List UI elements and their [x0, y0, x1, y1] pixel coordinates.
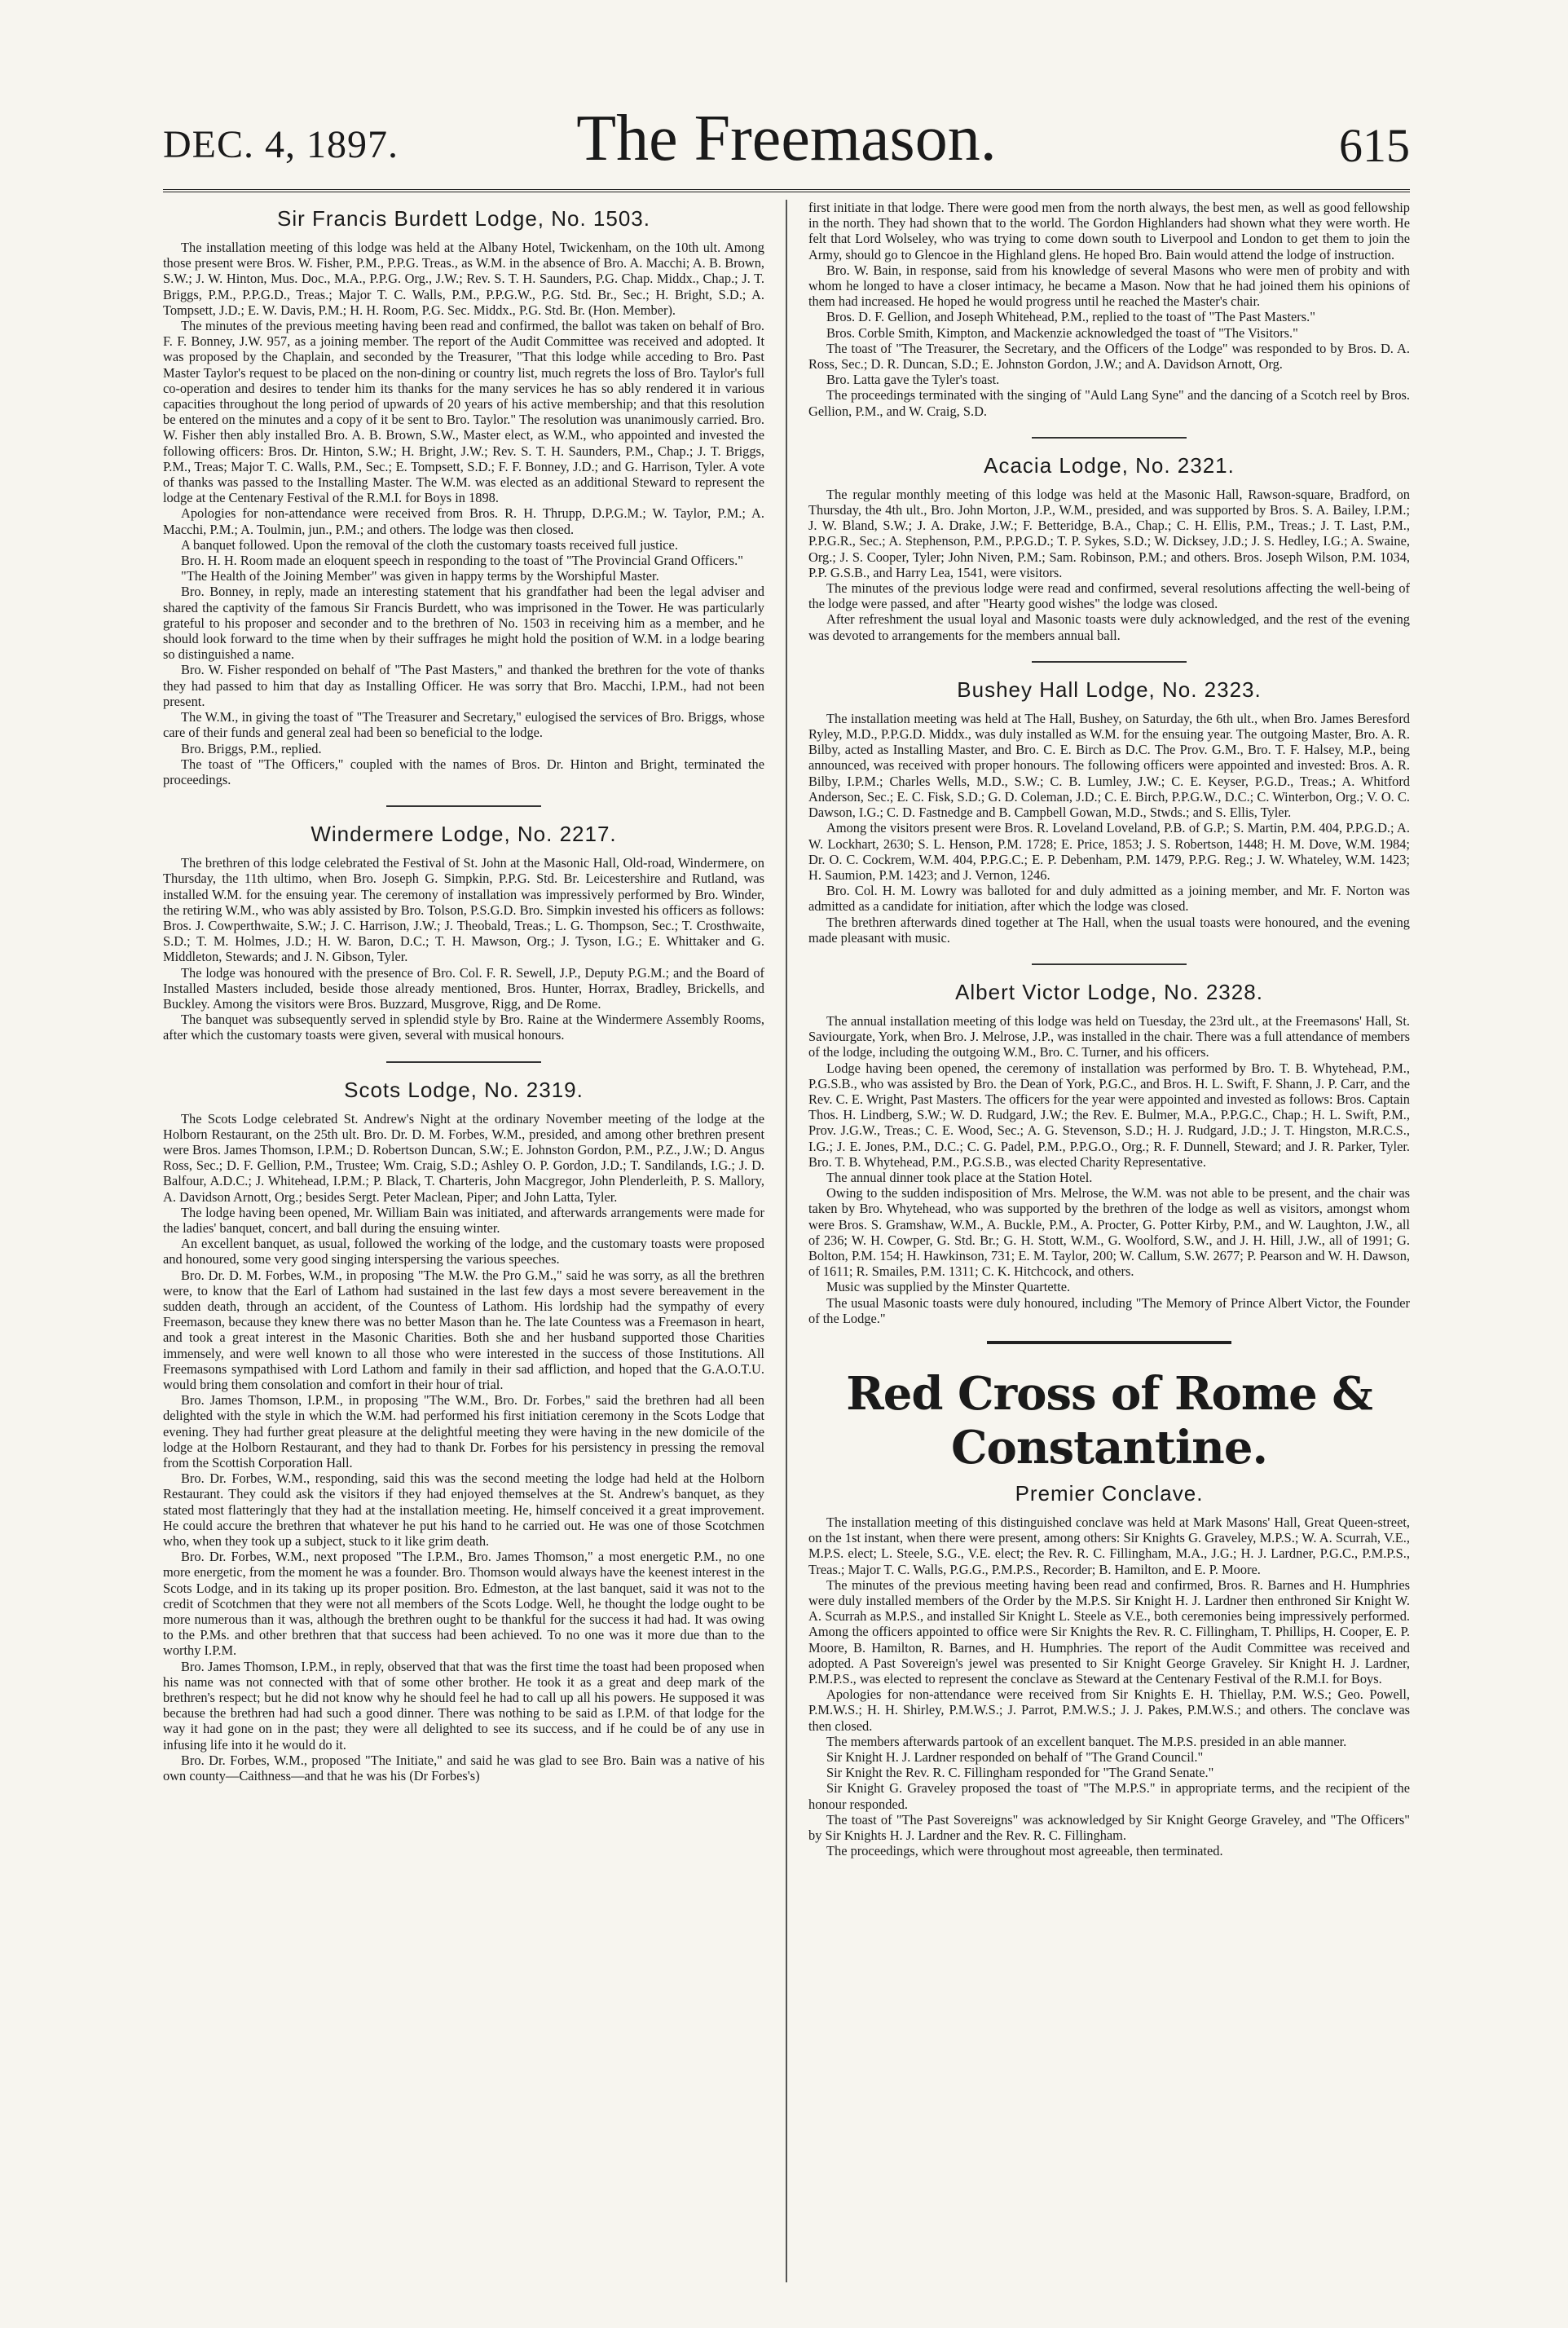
article-paragraph: The installation meeting of this distinguished conclave was held at Mark Masons' Hall, Great Queen-street, on the 1st instant, when there were present, among others: Sir Knights G. Graveley, M.P.S.; W. A. Scurrah, V.E., M.P.S. elect; L. Steele, S.G., V.E. elect; the Rev. R. C. Fillingham, M.A., J.G.; H. J. Lardner, P.G.C., P.M.P.S., Treas.; Major T. C. Walls, P.G.G., P.M.P.S., Recorder; B. Hamilton, and E. P. Moore.	[808, 1514, 1410, 1577]
article-paragraph: The members afterwards partook of an excellent banquet. The M.P.S. presided in an able manner.	[826, 1733, 1347, 1749]
article-paragraph: The annual dinner took place at the Station Hotel.	[826, 1169, 1093, 1185]
article-paragraph: The minutes of the previous lodge were read and confirmed, several resolutions affecting the well-being of the lodge were passed, and after "Hearty good wishes" the lodge was closed.	[808, 580, 1410, 612]
article-paragraph: The banquet was subsequently served in splendid style by Bro. Raine at the Windermere Assembly Rooms, after which the customary toasts were given, several with musical honours.	[163, 1012, 764, 1043]
article-paragraph: The minutes of the previous meeting having been read and confirmed, Bros. R. Barnes and H. Humphries were duly installed members of the Order by the M.P.S. Sir Knight H. J. Lardner then enthroned Sir Knight W. A. Scurrah as M.P.S., and installed Sir Knight L. Steele as V.E., both ceremonies being impressively performed. Among the officers appointed to office were Sir Knights the Rev. R. C. Fillingham, T. Phillips, H. Cooper, E. P. Moore, B. Hamilton, R. Barnes, and H. Humphries. The report of the Audit Committee was received and adopted. A Past Sovereign's jewel was presented to Sir Knight George Graveley. Sir Knight H. J. Lardner, P.M.P.S., was elected to represent the conclave as Steward at the Centenary Festival of the R.M.I. for Boys.	[808, 1576, 1410, 1687]
article-paragraph: Bro. Briggs, P.M., replied.	[181, 740, 322, 756]
section-separator	[1032, 437, 1187, 439]
publication-title: The Freemason.	[576, 103, 997, 174]
article-paragraph: After refreshment the usual loyal and Masonic toasts were duly acknowledged, and the rest of the evening was devoted to arrangements for the members annual ball.	[808, 611, 1410, 643]
article-heading: Sir Francis Burdett Lodge, No. 1503.	[276, 206, 650, 231]
article-paragraph: Bro. James Thomson, I.P.M., in proposing "The W.M., Bro. Dr. Forbes," said the brethren had all been delighted with the style in which the W.M. had performed his first initiation ceremony in the Scots Lodge that evening. They had further great pleasure at the delightful meeting they were having in the new domicile of the lodge at the Holborn Restaurant, and they had to thank Dr. Forbes for his persistency in pressing the removal from the Scottish Corporation Hall.	[163, 1392, 764, 1471]
section-separator	[386, 805, 541, 807]
article-paragraph: Sir Knight G. Graveley proposed the toast of "The M.P.S." in appropriate terms, and the recipient of the honour responded.	[808, 1780, 1410, 1812]
article-paragraph: The minutes of the previous meeting having been read and confirmed, the ballot was taken on behalf of Bro. F. F. Bonney, J.W. 957, as a joining member. The report of the Audit Committee was received and adopted. It was proposed by the Chaplain, and seconded by the Treasurer, "That this lodge while acceding to Bro. Past Master Taylor's request to be placed on the non-dining or country list, much regrets the loss of Bro. Taylor's full co-operation and desires to tender him its thanks for the many services he has so ably rendered it in various capacities throughout the long period of upwards of 20 years of his active membership; and that this resolution be entered on the minutes and a copy of it be sent to Bro. Taylor." The resolution was unanimously carried. Bro. W. Fisher then ably installed Bro. A. B. Brown, S.W., Master elect, as W.M., who appointed and invested the following officers: Bros. Dr. Hinton, S.W.; H. Bright, J.W.; Rev. S. T. H. Saunders, P.M., Chap.; J. T. Briggs, P.M., Treas; Major T. C. Walls, P.M., Sec.; E. Tompsett, S.D.; F. F. Bonney, J.D.; and G. Harrison, Tyler. A vote of thanks was passed to the Installing Master. The W.M. was elected as an additional Steward to represent the lodge at the Centenary Festival of the R.M.I. for Boys in 1898.	[163, 318, 764, 506]
article-sir-francis-burdett	[163, 206, 764, 787]
article-heading: Scots Lodge, No. 2319.	[344, 1077, 584, 1102]
article-scots-lodge	[163, 1078, 764, 1784]
column-divider	[786, 200, 787, 2282]
article-paragraph: The proceedings, which were throughout most agreeable, then terminated.	[826, 1843, 1223, 1859]
article-paragraph: Bro. James Thomson, I.P.M., in reply, observed that that was the first time the toast had been proposed when his name was not connected with that of some other brother. He took it as a great and deep mark of the brethren's respect; but he did not know why he should feel he had to call up all his powers. He supposed it was because the brethren had had such a good dinner. There was nothing to be said as I.P.M. of that lodge for the way it had gone on in the past; they were all delighted to see its success, and if he could be of any use in infusing life into it he would do it.	[163, 1658, 764, 1753]
article-paragraph: The lodge was honoured with the presence of Bro. Col. F. R. Sewell, J.P., Deputy P.G.M.; and the Board of Installed Masters included, beside those already mentioned, Bros. Hunter, Horrax, Bradley, Brickells, and Buckley. Among the visitors were Bros. Buzzard, Musgrove, Rigg, and De Rome.	[163, 964, 764, 1012]
article-paragraph: Owing to the sudden indisposition of Mrs. Melrose, the W.M. was not able to be present, and the chair was taken by Bro. Whytehead, who was supported by the brethren of the lodge as well as visitors, amongst whom were Bros. S. Gramshaw, W.M., A. Buckle, P.M., A. Procter, G. Potter Kirby, P.M., and W. Laughton, J.W., all of 236; W. H. Cowper, G. Std. Br.; G. H. Stott, W.M., G. Woolford, S.W., and J. H. Hill, J.W., all of 1991; G. Bolton, P.M. 154; H. Hawkinson, 731; E. M. Taylor, 200; W. Callum, S.W. 2677; P. Pearson and W. H. Dawson, of 1611; R. Smailes, P.M. 1311; C. K. Hitchcock, and others.	[808, 1185, 1410, 1280]
article-paragraph: The toast of "The Past Sovereigns" was acknowledged by Sir Knight George Graveley, and "The Officers" by Sir Knights H. J. Lardner and the Rev. R. C. Fillingham.	[808, 1811, 1410, 1844]
article-paragraph: The lodge having been opened, Mr. William Bain was initiated, and afterwards arrangements were made for the ladies' banquet, concert, and ball during the ensuing winter.	[163, 1204, 764, 1236]
article-heading: Albert Victor Lodge, No. 2328.	[955, 979, 1263, 1004]
article-heading: Premier Conclave.	[1015, 1480, 1204, 1506]
article-paragraph: Bro. Latta gave the Tyler's toast.	[826, 372, 1000, 388]
article-paragraph: The installation meeting of this lodge was held at the Albany Hotel, Twickenham, on the 10th ult. Among those present were Bros. W. Fisher, P.M., P.P.G. Treas., as W.M. in the absence of Bro. A. Macchi; A. B. Brown, S.W.; J. W. Hinton, Mus. Doc., M.A., P.P.G. Org., J.W.; Rev. S. T. H. Saunders, P.G. Chap. Middx., Chap.; J. T. Briggs, P.M., P.P.G.D., Treas.; Major T. C. Walls, P.M., P.P.G.W., P.G. Std. Br., Sec.; H. Bright, S.D.; A. Tompsett, J.D.; E. W. Davis, P.M.; H. H. Room, P.G. Sec. Middx., P.G. Std. Br. (Hon. Member).	[163, 240, 764, 318]
issue-date: DEC. 4, 1897.	[163, 123, 399, 166]
article-paragraph: Bro. W. Bain, in response, said from his knowledge of several Masons who were men of probity and with whom he longed to have a closer intimacy, he became a Mason. Now that he had joined them his opinions of them had increased. He hoped he would progress until he reached the Master's chair.	[808, 262, 1410, 310]
article-paragraph: The regular monthly meeting of this lodge was held at the Masonic Hall, Rawson-square, Bradford, on Thursday, the 4th ult., Bro. John Morton, J.P., W.M., presided, and was supported by Bros. S. A. Bailey, I.P.M.; J. W. Bland, S.W.; J. A. Drake, J.W.; F. Betteridge, B.A., Chap.; C. H. Ellis, P.M., Treas.; J. T. Last, P.M., P.P.G.R., Sec.; A. Stephenson, P.M., P.P.G.D.; T. P. Sykes, S.D.; W. Dicksey, J.D.; J. S. Hedley, I.G.; A. Swaine, Org.; J. S. Cooper, Tyler; John Niven, P.M.; Sam. Robinson, P.M.; and others. Bros. Joseph Wilson, P.M. 1034, P.P. G.S.B., and Harry Lea, 1541, were visitors.	[808, 486, 1410, 580]
article-paragraph: The brethren afterwards dined together at The Hall, when the usual toasts were honoured, and the evening made pleasant with music.	[808, 914, 1410, 946]
article-paragraph: The brethren of this lodge celebrated the Festival of St. John at the Masonic Hall, Old-road, Windermere, on Thursday, the 11th ultimo, when Bro. Joseph G. Simpkin, P.P.G. Std. Br. Leicestershire and Rutland, was installed W.M. for the ensuing year. The ceremony of installation was impressively performed by Bro. Winder, the retiring W.M., who was ably assisted by Bro. Tolson, P.S.G.D. Bro. Simpkin invested his officers as follows: Bros. J. Cowperthwaite, S.W.; J. C. Harrison, J.W.; J. Theobald, Treas.; L. G. Thompson, Sec.; T. Crosthwaite, S.D.; T. M. Holmes, J.D.; H. W. Baron, D.C.; T. H. Mawson, Org.; J. Tyson, I.G.; E. Whittaker and G. Middleton, Stewards; and J. N. Gibson, Tyler.	[163, 855, 764, 965]
masthead	[163, 98, 1410, 187]
article-paragraph: Bro. Dr. Forbes, W.M., proposed "The Initiate," and said he was glad to see Bro. Bain was a native of his own county—Caithness—and that he was his (Dr Forbes's)	[163, 1752, 764, 1784]
article-paragraph: The usual Masonic toasts were duly honoured, including "The Memory of Prince Albert Victor, the Founder of the Lodge."	[808, 1294, 1410, 1326]
article-paragraph: Bro. Bonney, in reply, made an interesting statement that his grandfather had been the legal adviser and shared the captivity of the famous Sir Francis Burdett, who was imprisoned in the Tower. He was particularly grateful to his proposer and seconder and to the brethren of No. 1503 in receiving him as a member, and he should look forward to the time when by their suffrages he might hold the position of W.M. in a lodge bearing so distinguished a name.	[163, 584, 764, 663]
article-premier-conclave	[808, 1481, 1410, 1858]
section-separator	[1032, 661, 1187, 663]
article-heading: Bushey Hall Lodge, No. 2323.	[957, 677, 1262, 702]
article-paragraph: The Scots Lodge celebrated St. Andrew's Night at the ordinary November meeting of the lodge at the Holborn Restaurant, on the 25th ult. Bro. Dr. D. M. Forbes, W.M., presided, and among other brethren present were Bros. James Thomson, I.P.M.; D. Robertson Duncan, S.W.; E. Johnston Gordon, P.M., P.Z., J.W.; D. Angus Ross, Sec.; D. F. Gellion, P.M., Trustee; Wm. Craig, S.D.; Ashley O. P. Gordon, J.D.; T. Sandilands, I.G.; J. D. Balfour, A.D.C.; J. Whitehead, I.P.M.; P. Black, T. Charteris, John Macgregor, John Plenderleith, P. S. Mallory, A. Davidson Arnott, Org.; besides Sergt. Peter Maclean, Piper; and John Latta, Tyler.	[163, 1110, 764, 1205]
article-paragraph: Bro. H. H. Room made an eloquent speech in responding to the toast of "The Provincial Grand Officers."	[181, 553, 743, 569]
article-paragraph: Music was supplied by the Minster Quartette.	[826, 1279, 1071, 1295]
article-paragraph: A banquet followed. Upon the removal of the cloth the customary toasts received full justice.	[181, 536, 678, 553]
article-paragraph: Bros. D. F. Gellion, and Joseph Whitehead, P.M., replied to the toast of "The Past Masters."	[826, 309, 1315, 325]
article-heading: Acacia Lodge, No. 2321.	[984, 452, 1235, 478]
article-paragraph: first initiate in that lodge. There were good men from the north always, the best men, as well as good fellowship in the north. They had shown that to the world. The Gordon Highlanders had shown what they were worth. He felt that Lord Wolseley, who was trying to come down south to Liverpool and London to get them to join the Army, should go to Glencoe in the Highland glens. He hoped Bro. Bain would attend the lodge of instruction.	[808, 200, 1410, 262]
article-paragraph: The annual installation meeting of this lodge was held on Tuesday, the 23rd ult., at the Freemasons' Hall, St. Saviourgate, York, when Bro. J. Melrose, J.P., was installed in the chair. There was a full attendance of members of the lodge, including the outgoing W.M., Bro. C. Turner, and his officers.	[808, 1012, 1410, 1060]
page-number: 615	[1339, 119, 1410, 172]
article-paragraph: The proceedings terminated with the singing of "Auld Lang Syne" and the dancing of a Scotch reel by Bros. Gellion, P.M., and W. Craig, S.D.	[808, 387, 1410, 419]
article-paragraph: Bros. Corble Smith, Kimpton, and Mackenzie acknowledged the toast of "The Visitors."	[826, 324, 1298, 341]
article-bushey-hall-lodge	[808, 677, 1410, 946]
article-scots-lodge-continued	[808, 200, 1410, 419]
article-paragraph: Bro. Dr. Forbes, W.M., next proposed "The I.P.M., Bro. James Thomson," a most energetic P.M., no one more energetic, from the moment he was a founder. Bro. Thomson would always have the keenest interest in the Scots Lodge, and in its taking up its proper position. Bro. Edmeston, at the last banquet, said it was not to the credit of Scotchmen that they were not all members of the Scots Lodge. Well, he thought the lodge ought to be more numerous than it was, although the brethren ought to be thankful for the success it had had. It was owing to the P.Ms. and other brethren that that success had been achieved. To no one was it more due than to the worthy I.P.M.	[163, 1549, 764, 1659]
article-acacia-lodge	[808, 453, 1410, 643]
section-separator	[386, 1061, 541, 1063]
article-paragraph: Bro. Dr. D. M. Forbes, W.M., in proposing "The M.W. the Pro G.M.," said he was sorry, as all the brethren were, to know that the Earl of Lathom had sustained in the last few days a most severe bereavement in the sudden death, through an accident, of the Countess of Lathom. His lordship had the sympathy of every Freemason, because they knew there was no better Mason than he. The late Countess was a Freemason in heart, and took a great interest in the Masonic Charities. Both she and her husband supported those Charities immensely, and were well known to all those who were interested in the success of those Institutions. All Freemasons sympathised with Lord Lathom and family in their sad affliction, and hoped that the G.A.O.T.U. would bring them consolation and comfort in their hour of trial.	[163, 1267, 764, 1392]
article-windermere	[163, 822, 764, 1043]
article-heading: Windermere Lodge, No. 2217.	[311, 822, 617, 847]
article-paragraph: Apologies for non-attendance were received from Bros. R. H. Thrupp, D.P.G.M.; W. Taylor, P.M.; A. Macchi, P.M.; A. Toulmin, jun., P.M.; and others. The lodge was then closed.	[163, 505, 764, 537]
section-banner-heading: Red Cross of Rome & Constantine.	[846, 1366, 1372, 1475]
section-separator	[1032, 963, 1187, 965]
article-paragraph: Apologies for non-attendance were received from Sir Knights E. H. Thiellay, P.M. W.S.; Geo. Powell, P.M.W.S.; H. H. Shirley, P.M.W.S.; J. Parrot, P.M.W.S.; J. J. Pakes, P.M.W.S.; and others. The conclave was then closed.	[808, 1686, 1410, 1734]
article-paragraph: Bro. Dr. Forbes, W.M., responding, said this was the second meeting the lodge had held at the Holborn Restaurant. They could ask the visitors if they had enjoyed themselves at the St. Andrew's banquet, as they stated most flatteringly that they had at the installation meeting. He, himself conceived it a great improvement. He could accure the brethren that whatever he put his hand to he carried out. He was one of those Scotchmen who, when they took up a subject, stuck to it like grim death.	[163, 1470, 764, 1550]
article-paragraph: Lodge having been opened, the ceremony of installation was performed by Bro. T. B. Whytehead, P.M., P.G.S.B., who was assisted by Bro. the Dean of York, P.G.C., and Bros. H. L. Swift, F. Shann, J. P. Carr, and the Rev. C. E. Wright, Past Masters. The officers for the year were appointed and invested as follows: Bros. Captain Thos. H. Lindberg, S.W.; W. D. Rudgard, J.W.; the Rev. E. Bulmer, M.A., P.P.G.C., Chap.; H. L. Swift, P.M., Prov. J.G.W., Treas.; C. E. Wood, Sec.; A. G. Stevenson, S.D.; H. J. Rudgard, J.D.; J. T. Hingston, M.R.C.S., I.G.; J. E. Jones, P.M., D.C.; C. G. Padel, P.M., P.P.G.O., Org.; R. F. Dunnell, Steward; and J. R. Parker, Tyler. Bro. T. B. Whytehead, P.M., P.G.S.B., was elected Charity Representative.	[808, 1060, 1410, 1170]
left-column	[163, 200, 764, 2286]
article-paragraph: Sir Knight H. J. Lardner responded on behalf of "The Grand Council."	[826, 1749, 1204, 1766]
article-paragraph: The toast of "The Officers," coupled with the names of Bros. Dr. Hinton and Bright, terminated the proceedings.	[163, 756, 764, 787]
article-paragraph: Bro. Col. H. M. Lowry was balloted for and duly admitted as a joining member, and Mr. F. Norton was admitted as a candidate for initiation, after which the lodge was closed.	[808, 883, 1410, 915]
article-paragraph: Among the visitors present were Bros. R. Loveland Loveland, P.B. of G.P.; S. Martin, P.M. 404, P.P.G.D.; A. W. Lockhart, 2630; S. L. Henson, P.M. 1728; E. Price, 1853; J. S. Robertson, 1448; H. M. Dove, W.M. 1984; Dr. O. C. Cockrem, W.M. 404, P.P.G.C.; E. P. Debenham, P.M. 1479, P.P.G. Reg.; J. W. Whateley, W.M. 1423; H. Saumion, P.M. 1423; and J. Vernon, 1246.	[808, 820, 1410, 883]
article-paragraph: Bro. W. Fisher responded on behalf of "The Past Masters," and thanked the brethren for the vote of thanks they had passed to him that day as Installing Officer. He was sorry that Bro. Macchi, I.P.M., had not been present.	[163, 662, 764, 709]
article-albert-victor-lodge	[808, 980, 1410, 1326]
article-paragraph: The W.M., in giving the toast of "The Treasurer and Secretary," eulogised the services of Bro. Briggs, whose care of their funds and general zeal had been so beneficial to the lodge.	[163, 709, 764, 741]
right-column	[808, 200, 1410, 2286]
article-paragraph: An excellent banquet, as usual, followed the working of the lodge, and the customary toasts were proposed and honoured, some very good singing interspersing the various speeches.	[163, 1236, 764, 1268]
masthead-rule	[163, 189, 1410, 192]
article-paragraph: Sir Knight the Rev. R. C. Fillingham responded for "The Grand Senate."	[826, 1765, 1214, 1781]
article-paragraph: "The Health of the Joining Member" was given in happy terms by the Worshipful Master.	[181, 568, 659, 584]
article-paragraph: The toast of "The Treasurer, the Secretary, and the Officers of the Lodge" was responded to by Bros. D. A. Ross, Sec.; D. R. Duncan, S.D.; E. Johnston Gordon, J.W.; and A. Davidson Arnott, Org.	[808, 340, 1410, 373]
section-separator	[987, 1341, 1231, 1344]
article-paragraph: The installation meeting was held at The Hall, Bushey, on Saturday, the 6th ult., when Bro. James Beresford Ryley, M.D., P.P.G.D. Middx., was duly installed as W.M. for the ensuing year. The outgoing Master, Bro. A. R. Bilby, acted as Installing Master, and Bro. C. E. Birch as D.C. The Prov. G.M., Bro. T. F. Halsey, M.P., being announced, was received with proper honours. The following officers were appointed and invested: Bros. A. R. Bilby, I.P.M.; Charles Wells, M.D., S.W.; C. B. Lumley, J.W.; C. E. Keyser, P.G.D., Treas.; A. Whitford Anderson, Sec.; E. C. Fisk, S.D.; G. D. Coleman, J.D.; C. E. Birch, P.P.G.W., D.C.; C. Winterbon, Org.; V. O. C. Dawson, I.G.; C. D. Fastnedge and B. Campbell Gowan, M.D., Stwds.; and S. Ellis, Tyler.	[808, 710, 1410, 821]
